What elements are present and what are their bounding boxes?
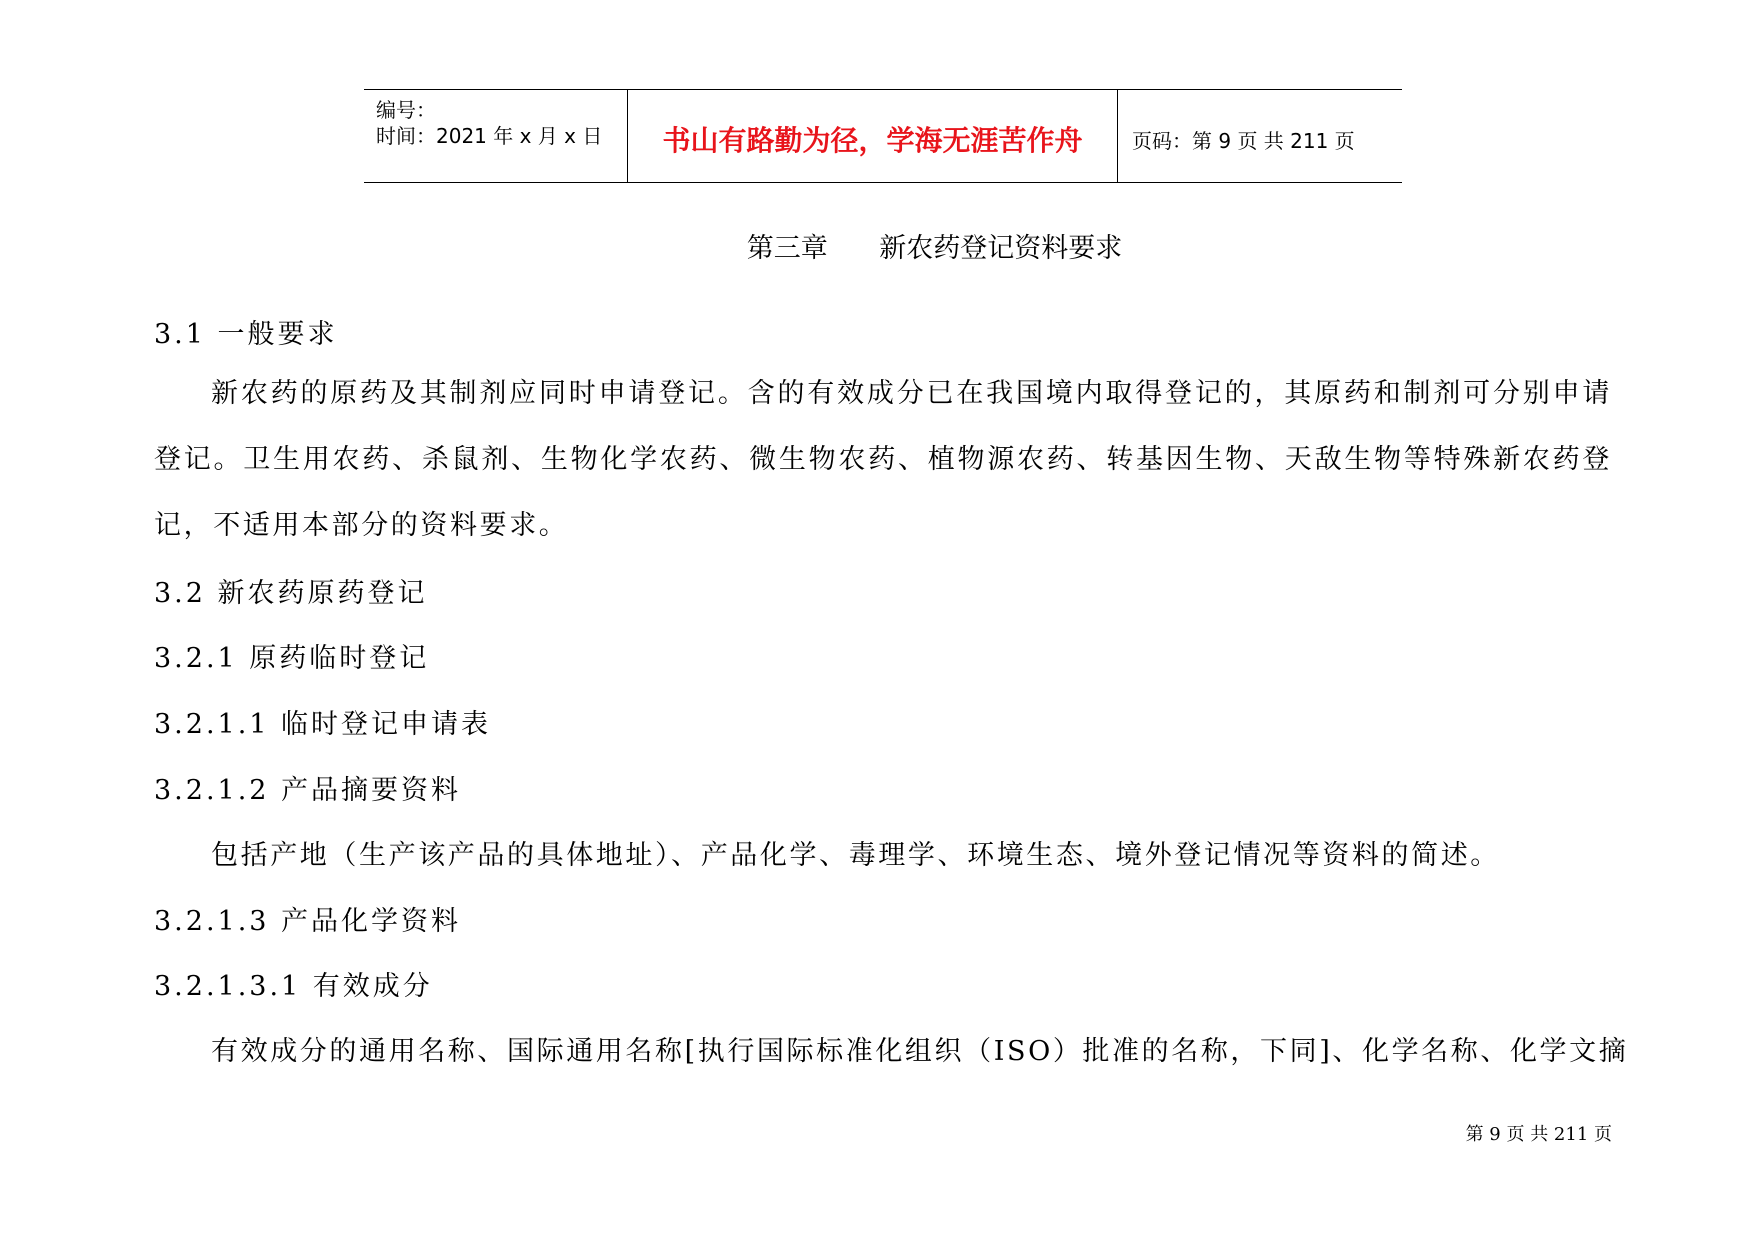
section-heading-3-2-1-3: 3.2.1.3 产品化学资料 [154, 906, 462, 937]
document-code-label: 编号： [376, 98, 436, 122]
section-heading-3-2: 3.2 新农药原药登记 [154, 578, 428, 609]
section-paragraph-3-2-1-2: 包括产地（生产该产品的具体地址）、产品化学、毒理学、环境生态、境外登记情况等资料的简述。 [211, 840, 1500, 871]
chapter-title: 第三章 新农药登记资料要求 [746, 233, 1123, 264]
section-heading-3-2-1-3-1: 3.2.1.3.1 有效成分 [154, 971, 433, 1002]
header-motto: 书山有路勤为径，学海无涯苦作舟 [662, 124, 1083, 157]
document-time-label: 时间：2021 年 x 月 x 日 [376, 124, 603, 148]
section-heading-3-2-1-2: 3.2.1.2 产品摘要资料 [154, 775, 462, 806]
section-paragraph-3-2-1-3-1: 有效成分的通用名称、国际通用名称[执行国际标准化组织（ISO）批准的名称，下同]、化学名称、化学文摘 [211, 1036, 1629, 1067]
header-middle-cell [628, 90, 1118, 182]
header-left-cell [364, 90, 628, 182]
section-heading-3-2-1: 3.2.1 原药临时登记 [154, 643, 430, 674]
section-heading-3-2-1-1: 3.2.1.1 临时登记申请表 [154, 709, 492, 740]
section-paragraph-3-1: 新农药的原药及其制剂应同时申请登记。含的有效成分已在我国境内取得登记的，其原药和制剂可分别申请登记。卫生用农药、杀鼠剂、生物化学农药、微生物农药、植物源农药、转基因生物、天敌生物等特殊新农药登记，不适用本部分的资料要求。 [154, 378, 1612, 541]
header-table [364, 89, 1402, 183]
footer-page-number: 第 9 页 共 211 页 [1465, 1124, 1612, 1145]
section-heading-3-1: 3.1 一般要求 [154, 319, 338, 350]
header-page-info: 页码：第 9 页 共 211 页 [1132, 129, 1355, 153]
header-right-cell [1118, 90, 1402, 182]
